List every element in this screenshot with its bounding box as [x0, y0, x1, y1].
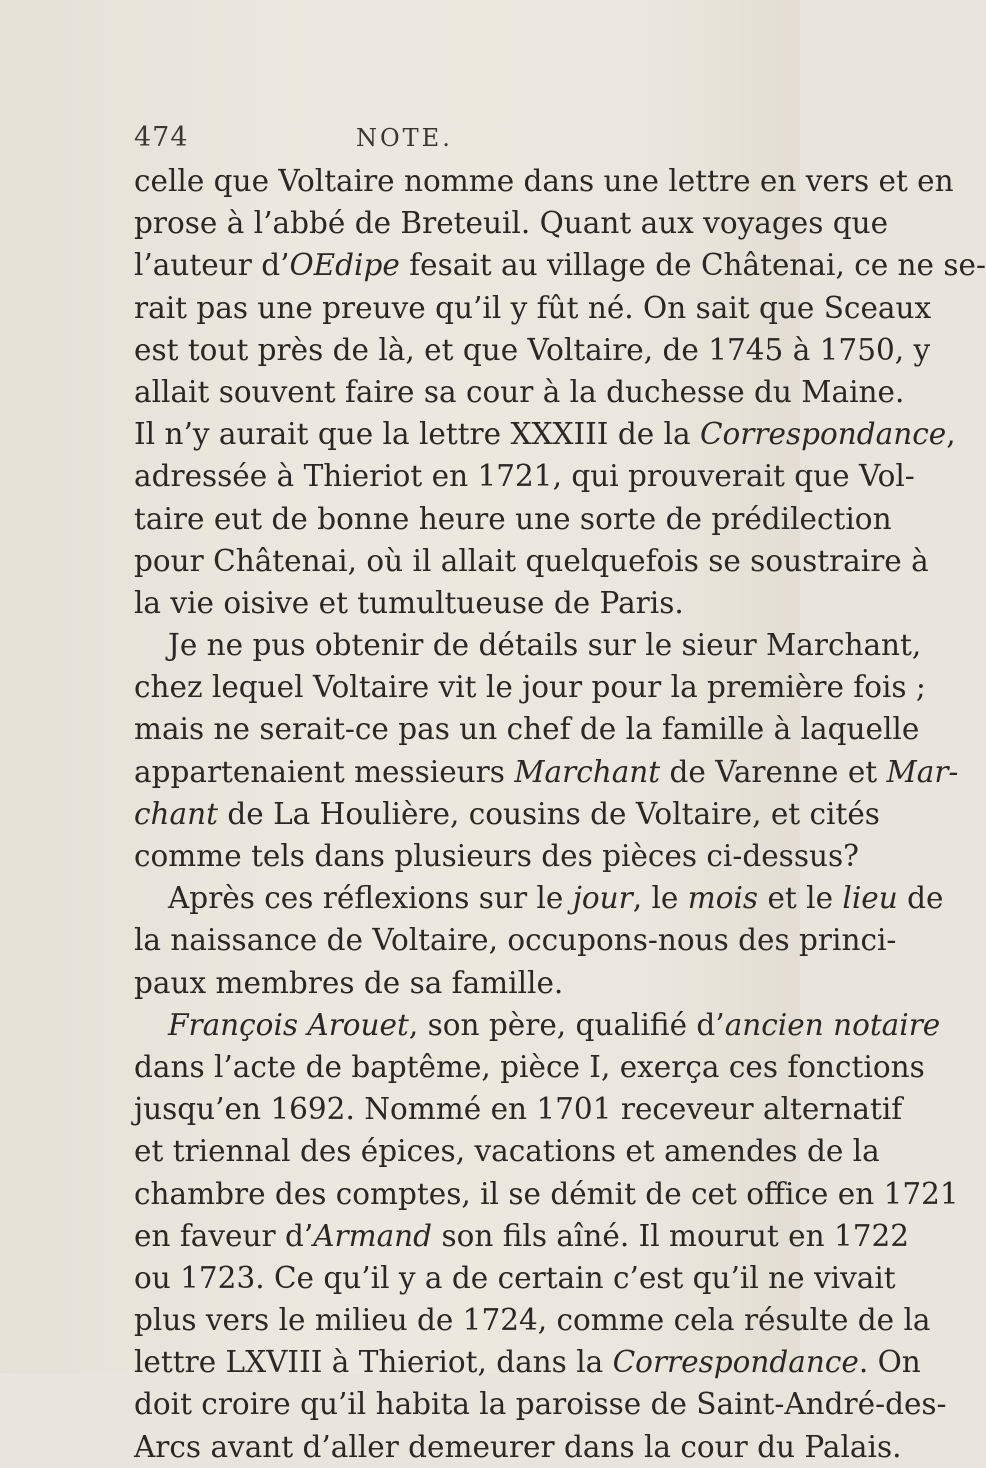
text-line: [134, 1383, 947, 1425]
text-segment: ou 1723. Ce qu’il y a de certain c’est qu’il ne vivait: [134, 1260, 896, 1295]
text-line: [134, 835, 859, 877]
text-segment: chez lequel Voltaire vit le jour pour la première fois ;: [134, 670, 926, 705]
italic-text: Mar-: [886, 754, 959, 789]
text-line: [134, 1426, 902, 1468]
text-segment: Arcs avant d’aller demeurer dans la cour du Palais.: [134, 1429, 902, 1464]
text-line: [134, 624, 922, 666]
text-line: [134, 371, 905, 413]
text-segment: la naissance de Voltaire, occupons-nous des princi-: [134, 923, 897, 958]
text-line: [134, 202, 889, 244]
text-segment: est tout près de là, et que Voltaire, de 1745 à 1750, y: [134, 332, 931, 367]
paragraph: [134, 1004, 959, 1468]
italic-text: Correspondance: [612, 1345, 859, 1380]
text-line: [134, 1088, 903, 1130]
text-segment: , le: [632, 881, 688, 916]
text-line: [134, 1004, 941, 1046]
italic-text: lieu: [842, 881, 898, 916]
text-segment: comme tels dans plusieurs des pièces ci-dessus?: [134, 839, 859, 873]
text-segment: mais ne serait-ce pas un chef de la famille à laquelle: [134, 712, 920, 747]
paragraph: [134, 160, 986, 624]
text-line: [134, 962, 724, 1004]
text-segment: plus vers le milieu de 1724, comme cela résulte de la: [134, 1303, 931, 1338]
text-segment: Je ne pus obtenir de détails sur le sieur Marchant,: [168, 628, 922, 663]
italic-text: mois: [687, 881, 759, 916]
text-line: [134, 708, 920, 750]
text-segment: paux membres de sa famille.: [134, 965, 564, 1000]
italic-text: Armand: [313, 1218, 433, 1253]
text-segment: ,: [946, 417, 956, 452]
text-line: [134, 1130, 880, 1172]
text-segment: appartenaient messieurs: [134, 754, 515, 789]
italic-text: jour: [572, 881, 633, 916]
text-segment: jusqu’en 1692. Nommé en 1701 receveur alternatif: [134, 1092, 903, 1127]
text-line: [134, 540, 929, 582]
paragraph: [134, 624, 959, 877]
text-line: [134, 244, 986, 286]
text-segment: Après ces réflexions sur le: [168, 881, 573, 916]
text-line: [134, 1341, 921, 1383]
text-segment: taire eut de bonne heure une sorte de prédilection: [134, 501, 892, 536]
text-line: [134, 455, 915, 497]
text-segment: de Varenne et: [660, 754, 887, 789]
italic-text: Marchant: [514, 754, 661, 789]
text-line: [134, 1046, 925, 1088]
text-segment: en faveur d’: [134, 1218, 314, 1253]
text-line: [134, 329, 931, 371]
text-line: [134, 582, 724, 624]
text-segment: fesait au village de Châtenai, ce ne se-: [399, 248, 986, 283]
text-segment: allait souvent faire sa cour à la duchesse du Maine.: [134, 374, 905, 409]
text-segment: et le: [758, 881, 843, 916]
text-segment: prose à l’abbé de Breteuil. Quant aux voyages que: [134, 206, 889, 241]
paragraph: [134, 877, 944, 1004]
text-line: [134, 1299, 931, 1341]
text-segment: , son père, qualifié d’: [408, 1007, 725, 1042]
text-line: [134, 413, 956, 455]
text-line: [134, 160, 954, 202]
text-segment: de: [897, 881, 944, 916]
text-segment: Il n’y aurait que la lettre XXXIII de la: [134, 417, 700, 452]
text-line: [134, 498, 892, 540]
text-line: [134, 751, 959, 793]
text-line: [134, 1257, 896, 1299]
italic-text: ancien notaire: [724, 1007, 941, 1042]
italic-text: Correspondance: [699, 417, 947, 452]
text-segment: chambre des comptes, il se démit de cet office en 1721: [134, 1176, 959, 1211]
page-header: [134, 122, 694, 158]
italic-text: chant: [134, 796, 218, 831]
text-segment: de La Houlière, cousins de Voltaire, et cités: [217, 796, 880, 831]
text-line: [134, 1215, 910, 1257]
text-line: [134, 1173, 959, 1215]
text-line: [134, 793, 880, 835]
text-segment: . On: [858, 1345, 921, 1380]
text-line: [134, 666, 926, 708]
text-segment: rait pas une preuve qu’il y fût né. On sait que Sceaux: [134, 290, 932, 325]
text-line: [134, 877, 944, 919]
italic-text: OEdipe: [289, 248, 400, 283]
text-segment: dans l’acte de baptême, pièce I, exerça ces fonctions: [134, 1049, 925, 1084]
text-line: [134, 919, 897, 961]
text-segment: pour Châtenai, où il allait quelquefois se soustraire à: [134, 543, 929, 578]
text-segment: et triennal des épices, vacations et amendes de la: [134, 1134, 880, 1169]
text-segment: l’auteur d’: [134, 248, 290, 283]
body-text: [134, 160, 986, 1468]
text-segment: lettre LXVIII à Thieriot, dans la: [134, 1345, 613, 1380]
text-segment: son fils aîné. Il mourut en 1722: [432, 1218, 910, 1253]
text-segment: doit croire qu’il habita la paroisse de Saint-André-des-: [134, 1387, 947, 1422]
italic-text: François Arouet: [168, 1007, 409, 1042]
text-segment: celle que Voltaire nomme dans une lettre en vers et en: [134, 164, 954, 198]
text-line: [134, 287, 932, 329]
page-number: 474: [134, 122, 189, 153]
running-head: NOTE.: [356, 124, 453, 152]
text-segment: adressée à Thieriot en 1721, qui prouverait que Vol-: [134, 459, 915, 494]
text-segment: la vie oisive et tumultueuse de Paris.: [134, 585, 684, 620]
